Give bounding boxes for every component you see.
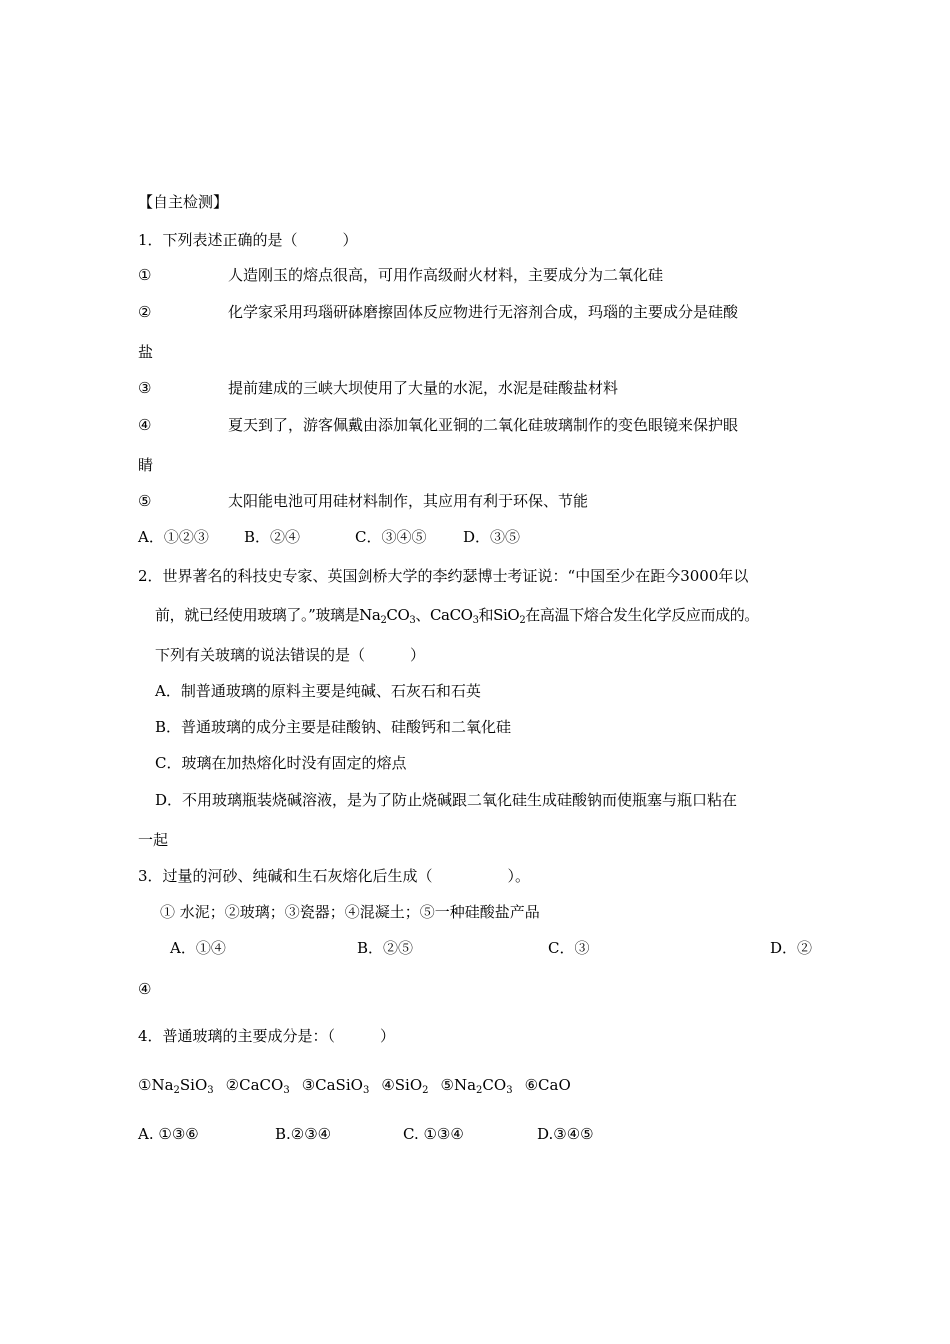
q4-item-2: ②CaCO$_3$ <box>225 1076 290 1096</box>
q1-item-1 <box>138 265 663 285</box>
q2-option-d-cont: 一起 <box>138 831 169 849</box>
section-title: 【自主检测】 <box>138 193 229 211</box>
q3-option-d-cont: ④ <box>138 980 152 998</box>
q2-option-d: D．不用玻璃瓶装烧碱溶液，是为了防止烧碱跟二氧化硅生成硅酸钠而使瓶塞与瓶口粘在 <box>155 791 738 809</box>
q3-option-b: B．②⑤ <box>357 939 414 957</box>
q1-item-4-num: ④ <box>138 416 152 434</box>
q2-line-2: 前，就已经使用玻璃了。”玻璃是$Na_2CO_3$、CaCO$_3$和SiO$_2$在高温下熔合发生化学反应而成的。 <box>155 606 759 626</box>
q4-item-3: ③CaSiO$_3$ <box>301 1076 370 1096</box>
q4-item-1: $①Na_2SiO_3$ <box>138 1076 214 1096</box>
q1-item-4-cont: 睛 <box>138 456 154 474</box>
q1-item-3 <box>138 378 618 398</box>
q1-stem: 1．下列表述正确的是（ ） <box>138 231 358 249</box>
q1-item-5-num: ⑤ <box>138 492 152 510</box>
q4-item-5: $⑤Na_2CO_3$ <box>440 1076 513 1096</box>
q2-option-b: B．普通玻璃的成分主要是硅酸钠、硅酸钙和二氧化硅 <box>155 718 512 736</box>
q1-option-a: A．①②③ <box>138 528 209 546</box>
q1-item-1-num: ① <box>138 266 152 284</box>
q3-option-c: C．③ <box>548 939 590 957</box>
q4-option-b: B.②③④ <box>275 1125 332 1143</box>
q4-item-6: ⑥CaO <box>524 1076 571 1094</box>
q1-option-c: C．③④⑤ <box>355 528 427 546</box>
q4-stem: 4．普通玻璃的主要成分是：（ ） <box>138 1027 396 1045</box>
q1-item-2-num: ② <box>138 303 152 321</box>
q3-stem: 3．过量的河砂、纯碱和生石灰熔化后生成（ ）。 <box>138 867 531 885</box>
q1-item-4-text: 夏天到了，游客佩戴由添加氧化亚铜的二氧化硅玻璃制作的变色眼镜来保护眼 <box>228 416 739 434</box>
q2-line-3: 下列有关玻璃的说法错误的是（ ） <box>155 646 426 664</box>
q1-option-d: D．③⑤ <box>463 528 521 546</box>
q1-item-4 <box>138 415 738 435</box>
q1-item-2 <box>138 302 738 322</box>
q3-choices: ① 水泥；②玻璃；③瓷器；④混凝土；⑤一种硅酸盐产品 <box>160 903 540 921</box>
q4-option-a: A. ①③⑥ <box>138 1125 199 1143</box>
q4-items <box>138 1075 571 1095</box>
q1-item-1-text: 人造刚玉的熔点很高，可用作高级耐火材料，主要成分为二氧化硅 <box>228 266 664 284</box>
q3-option-a: A．①④ <box>170 939 226 957</box>
q4-option-d: D.③④⑤ <box>537 1125 594 1143</box>
q4-item-4: ④SiO$_2$ <box>381 1076 429 1096</box>
q2-line-1: 2．世界著名的科技史专家、英国剑桥大学的李约瑟博士考证说：“中国至少在距今3000年以 <box>138 567 749 585</box>
q4-option-c: C. ①③④ <box>403 1125 464 1143</box>
q1-item-5 <box>138 491 588 511</box>
q2-option-a: A．制普通玻璃的原料主要是纯碱、石灰石和石英 <box>155 682 481 700</box>
q1-item-3-num: ③ <box>138 379 152 397</box>
q1-item-2-text: 化学家采用玛瑙研砵磨擦固体反应物进行无溶剂合成，玛瑙的主要成分是硅酸 <box>228 303 739 321</box>
q1-item-2-cont: 盐 <box>138 343 154 361</box>
q2-option-c: C．玻璃在加热熔化时没有固定的熔点 <box>155 754 407 772</box>
q1-item-3-text: 提前建成的三峡大坝使用了大量的水泥，水泥是硅酸盐材料 <box>228 379 619 397</box>
q1-option-b: B．②④ <box>244 528 301 546</box>
q3-option-d: D．② <box>770 939 813 957</box>
q1-item-5-text: 太阳能电池可用硅材料制作，其应用有利于环保、节能 <box>228 492 589 510</box>
